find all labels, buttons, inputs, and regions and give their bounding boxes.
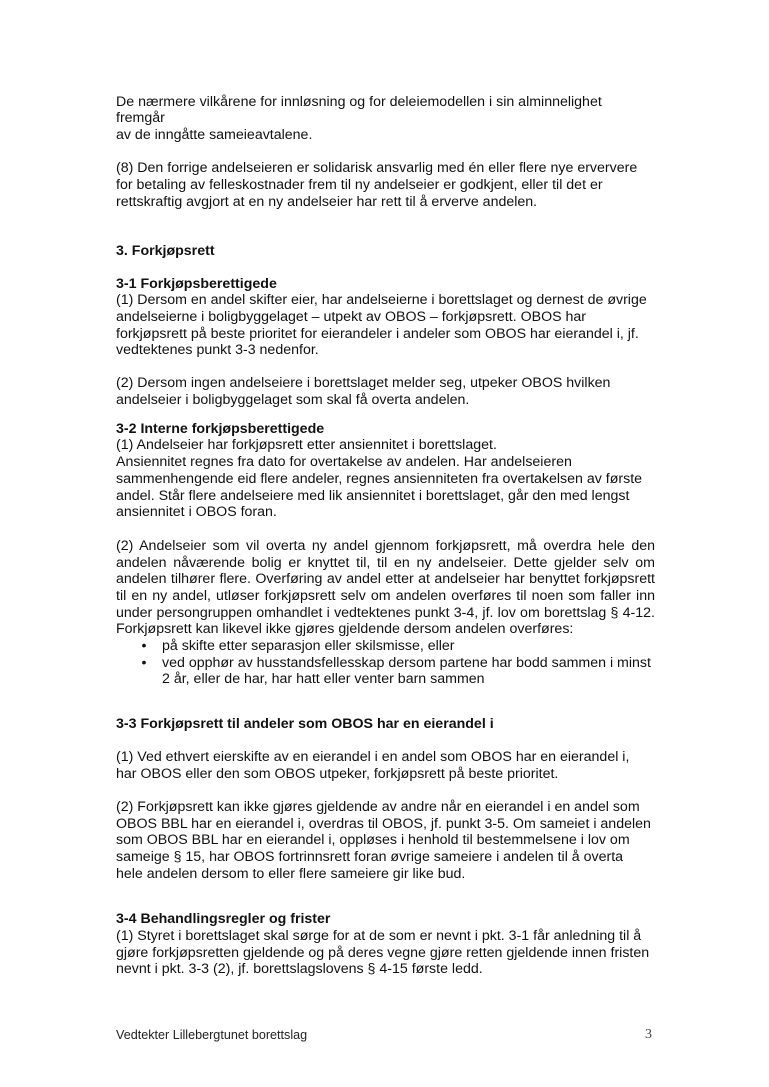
paragraph-line: andelen nåværende bolig er knyttet til, til en ny andelseier. Dette gjelder selv om xyxy=(116,555,655,571)
section-title: 3. Forkjøpsrett xyxy=(116,243,215,259)
paragraph-line: for betaling av felleskostnader frem til ny andelseier er godkjent, eller til det er xyxy=(116,177,603,193)
paragraph-line: ansiennitet i OBOS foran. xyxy=(116,504,277,520)
paragraph-line: gjøre forkjøpsretten gjeldende og på deres vegne gjøre retten gjeldende innen fristen xyxy=(116,945,650,961)
paragraph-line: (1) Styret i borettslaget skal sørge for at de som er nevnt i pkt. 3-1 får anledning til å xyxy=(116,928,642,944)
paragraph-line: (1) Andelseier har forkjøpsrett etter ansiennitet i borettslaget. xyxy=(116,437,497,453)
paragraph-line: Ansiennitet regnes fra dato for overtakelse av andelen. Har andelseieren xyxy=(116,454,572,470)
footer-title: Vedtekter Lillebergtunet borettslag xyxy=(116,1028,308,1042)
bullet-marker: • xyxy=(141,655,147,671)
paragraph-line: sameige § 15, har OBOS fortrinnsrett foran øvrige sameiere i andelen til å overta xyxy=(116,849,624,865)
paragraph-line: rettskraftig avgjort at en ny andelseier har rett til å erverve andelen. xyxy=(116,194,538,210)
page-number: 3 xyxy=(645,1027,652,1042)
paragraph-line: andel. Står flere andelseiere med lik ansiennitet i borettslaget, går den med lengst xyxy=(116,488,630,504)
paragraph-line: fremgår xyxy=(116,110,165,126)
paragraph-line: De nærmere vilkårene for innløsning og for deleiemodellen i sin alminnelighet xyxy=(116,94,602,110)
paragraph-line: har OBOS eller den som OBOS utpeker, forkjøpsrett på beste prioritet. xyxy=(116,766,559,782)
list-item-continuation: 2 år, eller de har, har hatt eller venter barn sammen xyxy=(162,671,485,687)
paragraph-line: som OBOS BBL har en eierandel i, oppløses i henhold til bestemmelsene i lov om xyxy=(116,832,630,848)
paragraph-line: forkjøpsrett på beste prioritet for eierandeler i andeler som OBOS har eierandel i, jf. xyxy=(116,326,639,342)
paragraph-line: Forkjøpsrett kan likevel ikke gjøres gjeldende dersom andelen overføres: xyxy=(116,621,574,637)
paragraph-line: til en ny andel, utløser forkjøpsrett selv om andelen overføres til noen som faller inn xyxy=(116,588,655,604)
paragraph-line: nevnt i pkt. 3-3 (2), jf. borettslagslovens § 4-15 første ledd. xyxy=(116,961,483,977)
paragraph-line: (1) Ved ethvert eierskifte av en eierandel i en andel som OBOS har en eierandel i, xyxy=(116,749,630,765)
subsection-heading: 3-2 Interne forkjøpsberettigede xyxy=(116,421,325,437)
list-item: på skifte etter separasjon eller skilsmisse, eller xyxy=(162,638,455,654)
bullet-marker: • xyxy=(141,638,147,654)
paragraph-line: andelseierne i boligbyggelaget – utpekt av OBOS – forkjøpsrett. OBOS har xyxy=(116,309,587,325)
paragraph-line: under persongruppen omhandlet i vedtektenes punkt 3-4, jf. lov om borettslag § 4-12. xyxy=(116,605,655,621)
paragraph-line: (2) Forkjøpsrett kan ikke gjøres gjeldende av andre når en eierandel i en andel som xyxy=(116,799,640,815)
list-item: ved opphør av husstandsfellesskap dersom partene har bodd sammen i minst xyxy=(162,655,651,671)
paragraph-line: (2) Dersom ingen andelseiere i borettslaget melder seg, utpeker OBOS hvilken xyxy=(116,375,611,391)
paragraph-line: vedtektenes punkt 3-3 nedenfor. xyxy=(116,342,319,358)
paragraph-line: hele andelen dersom to eller flere sameiere gir like bud. xyxy=(116,866,466,882)
paragraph-line: andelseier i boligbyggelaget som skal få overta andelen. xyxy=(116,392,470,408)
paragraph-line: (1) Dersom en andel skifter eier, har andelseierne i borettslaget og dernest de øvrige xyxy=(116,292,647,308)
paragraph-line: andelen tilhører flere. Overføring av andel etter at andelseier har benyttet forkjøpsrett xyxy=(116,571,655,587)
subsection-heading: 3-1 Forkjøpsberettigede xyxy=(116,276,277,292)
subsection-heading: 3-4 Behandlingsregler og frister xyxy=(116,911,331,927)
paragraph-line: (8) Den forrige andelseieren er solidarisk ansvarlig med én eller flere nye erververe xyxy=(116,160,638,176)
paragraph-line: sammenhengende eid flere andeler, regnes ansienniteten fra overtakelsen av første xyxy=(116,471,643,487)
subsection-heading: 3-3 Forkjøpsrett til andeler som OBOS har en eierandel i xyxy=(116,716,494,732)
paragraph-line: (2) Andelseier som vil overta ny andel gjennom forkjøpsrett, må overdra hele den xyxy=(116,538,655,554)
paragraph-line: av de inngåtte sameieavtalene. xyxy=(116,127,313,143)
paragraph-line: OBOS BBL har en eierandel i, overdras til OBOS, jf. punkt 3-5. Om sameiet i andelen xyxy=(116,816,651,832)
